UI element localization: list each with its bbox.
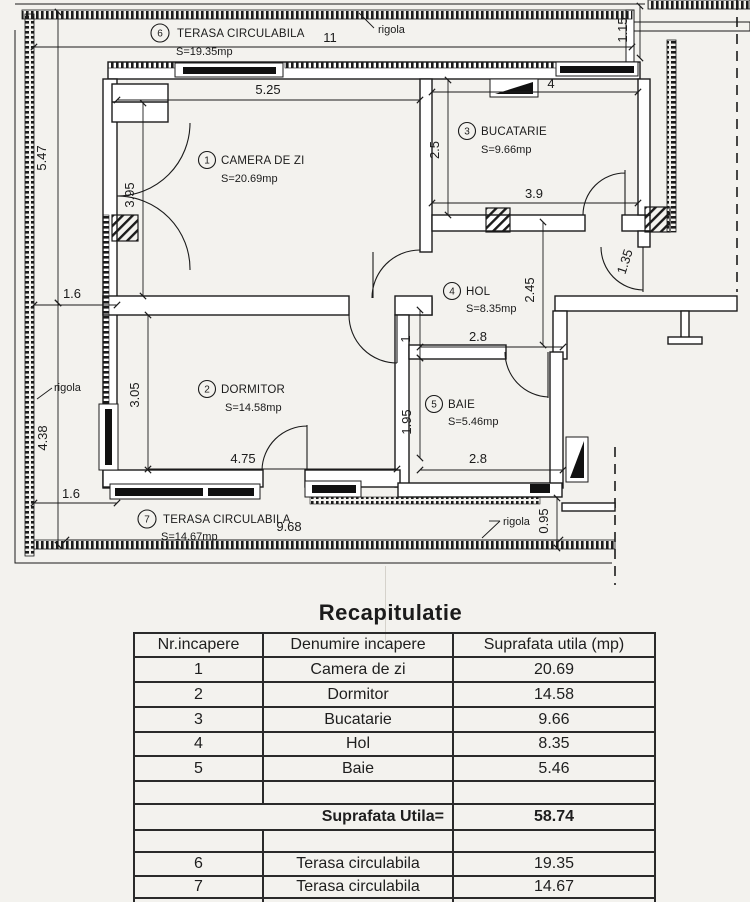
cell-area: 14.67 (453, 876, 655, 898)
cell-area: 5.46 (453, 756, 655, 781)
railing-top-right (648, 0, 750, 9)
pillars (112, 207, 670, 241)
table-row (134, 852, 655, 876)
svg-text:6: 6 (157, 28, 163, 40)
svg-text:S=20.69mp: S=20.69mp (221, 173, 278, 185)
cell-area: 8.35 (453, 732, 655, 756)
cell-name: Baie (263, 756, 453, 781)
svg-text:S=5.46mp: S=5.46mp (448, 416, 499, 428)
dim-kitchen-top: 4 (547, 76, 555, 91)
empty-row (134, 830, 655, 852)
bedroom-door-arc (349, 315, 397, 363)
kitchen-door-arc (583, 170, 625, 215)
cell-name: Dormitor (263, 682, 453, 707)
table-row (134, 657, 655, 682)
dim-hall-width: 2.8 (468, 329, 488, 344)
cell-name: Bucatarie (263, 707, 453, 732)
svg-text:S=9.66mp: S=9.66mp (481, 144, 532, 156)
svg-text:7: 7 (144, 514, 150, 526)
svg-text:TERASA CIRCULABILA: TERASA CIRCULABILA (163, 514, 291, 526)
empty-row (134, 781, 655, 804)
svg-text:5: 5 (431, 399, 437, 411)
dim-kitchen-bottom: 3.9 (524, 186, 544, 201)
svg-text:1: 1 (204, 155, 210, 167)
room-label-hall (444, 283, 517, 316)
svg-text:S=8.35mp: S=8.35mp (466, 303, 517, 315)
dim-kitchen-left: 2.5 (427, 140, 442, 160)
railing-left (25, 14, 34, 556)
cell-nr: 4 (134, 732, 263, 756)
room-label-terrace-top (151, 24, 305, 58)
cell-nr: 2 (134, 682, 263, 707)
cell-nr: 6 (134, 852, 263, 876)
room-label-terrace-bottom (138, 510, 291, 543)
dim-left-upper: 5.47 (34, 145, 49, 171)
dim-left-step-upper: 1.6 (62, 286, 82, 301)
dim-bath-width: 2.8 (468, 451, 488, 466)
cell-area: 20.69 (453, 657, 655, 682)
recap-header-row (134, 633, 655, 657)
table-row (134, 707, 655, 732)
table-row (134, 756, 655, 781)
partial-row (134, 898, 655, 902)
rigola-label-left: rigola (54, 382, 81, 394)
room-label-living (199, 152, 305, 186)
dim-right-return: 1.15 (615, 17, 630, 43)
dim-left-step-lower: 1.6 (61, 486, 81, 501)
rigola-label-bottom: rigola (503, 516, 530, 528)
living-hall-door-arc (372, 250, 420, 298)
svg-text:3: 3 (464, 126, 470, 138)
bedroom-terrace-door-arc (262, 425, 307, 470)
cell-nr: 5 (134, 756, 263, 781)
header-denumire: Denumire incapere (263, 633, 453, 657)
room-label-bedroom (199, 381, 286, 415)
window-bar-kitchen (560, 66, 634, 73)
cell-nr: 3 (134, 707, 263, 732)
cell-name: Hol (263, 732, 453, 756)
room-label-bath (426, 396, 499, 429)
total-row (134, 804, 655, 830)
cell-nr: 1 (134, 657, 263, 682)
recap-title: Recapitulatie (318, 600, 463, 625)
cell-area: 9.66 (453, 707, 655, 732)
table-row (134, 682, 655, 707)
svg-text:BAIE: BAIE (448, 399, 476, 411)
svg-text:2: 2 (204, 384, 210, 396)
cell-name: Terasa circulabila (263, 852, 453, 876)
dim-bedroom-left: 3.05 (127, 382, 142, 408)
table-row (134, 876, 655, 898)
window-bar-bedroom (105, 409, 112, 465)
dim-entry-door: 1.35 (613, 247, 636, 276)
cell-name: Terasa circulabila (263, 876, 453, 898)
svg-text:4: 4 (449, 286, 455, 298)
cell-name: Camera de zi (263, 657, 453, 682)
dim-living-door: 3.95 (122, 182, 137, 208)
svg-text:HOL: HOL (466, 286, 491, 298)
dim-bath-left: 1.95 (399, 409, 414, 435)
svg-text:S=14.58mp: S=14.58mp (225, 402, 282, 414)
railing-bottom (34, 540, 615, 549)
dim-living-top: 5.25 (255, 82, 281, 97)
bath-door-arc (505, 352, 548, 398)
cell-nr: 7 (134, 876, 263, 898)
railing-top (22, 10, 632, 19)
room-label-kitchen (459, 123, 548, 157)
cell-area: 14.58 (453, 682, 655, 707)
dim-hall-right: 2.45 (522, 277, 537, 303)
railing-right (667, 40, 676, 232)
dim-bedroom-bottom: 4.75 (230, 451, 256, 466)
dim-left-lower: 4.38 (35, 425, 50, 451)
svg-text:CAMERA DE ZI: CAMERA DE ZI (221, 155, 305, 167)
total-label: Suprafata Utila= (134, 804, 453, 830)
dim-terrace-bottom-length: 9.68 (276, 519, 302, 534)
svg-text:BUCATARIE: BUCATARIE (481, 126, 547, 138)
svg-text:DORMITOR: DORMITOR (221, 384, 285, 396)
window-bar-living (183, 67, 276, 74)
svg-text:S=19.35mp: S=19.35mp (176, 46, 233, 58)
dim-terrace-bottom-width: 0.95 (536, 508, 551, 534)
header-nr-incapere: Nr.incapere (134, 633, 263, 657)
cell-area: 19.35 (453, 852, 655, 876)
rigola-label-top: rigola (378, 24, 405, 36)
header-suprafata: Suprafata utila (mp) (453, 633, 655, 657)
table-row (134, 732, 655, 756)
dim-terrace-top-length: 11 (323, 30, 337, 45)
dim-hall-small: 1 (398, 335, 413, 343)
total-value: 58.74 (453, 804, 655, 830)
svg-text:TERASA CIRCULABILA: TERASA CIRCULABILA (177, 28, 305, 40)
svg-text:S=14.67mp: S=14.67mp (161, 531, 218, 543)
recap-table (133, 632, 656, 902)
